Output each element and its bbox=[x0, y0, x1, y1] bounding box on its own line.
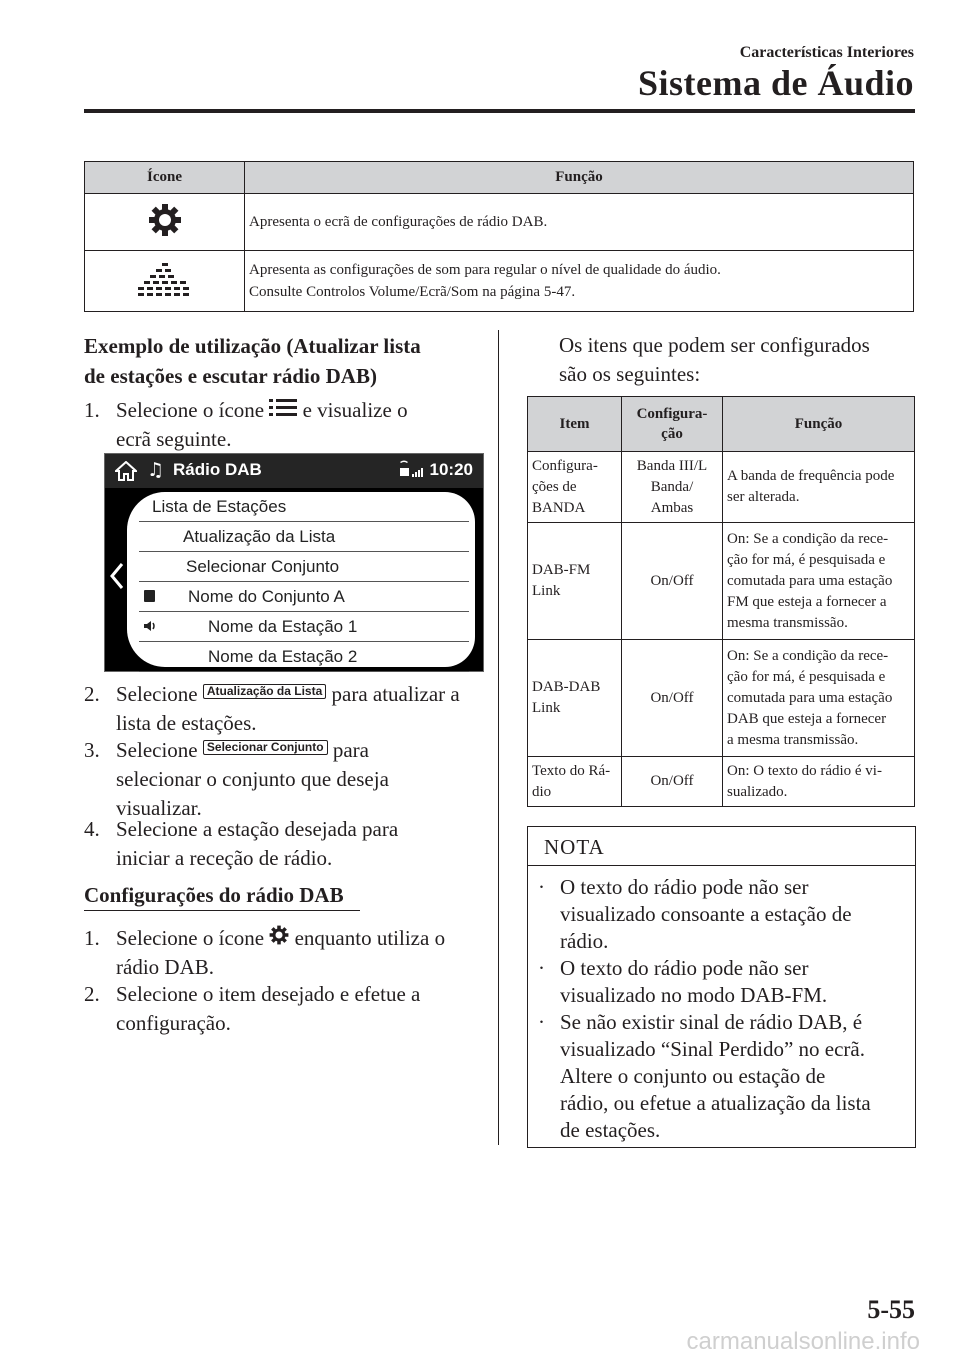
subheading-text: Configurações do rádio DAB bbox=[84, 883, 344, 907]
function-cell bbox=[723, 757, 915, 807]
radio-screen bbox=[104, 453, 484, 672]
function-cell bbox=[723, 523, 915, 640]
step-text: configuração. bbox=[116, 1011, 231, 1035]
subheading-underline bbox=[84, 910, 360, 911]
home-icon[interactable] bbox=[115, 461, 137, 481]
step-text: e visualize o bbox=[302, 398, 408, 422]
cell-line: mesma transmissão. bbox=[727, 614, 848, 631]
config-cell bbox=[622, 523, 723, 640]
list-item[interactable] bbox=[139, 612, 469, 642]
step-number: 4. bbox=[84, 817, 100, 841]
table-row bbox=[85, 251, 914, 312]
cell-line: DAB-FM bbox=[532, 562, 591, 578]
cell-line: comutada para uma estação bbox=[727, 689, 893, 706]
function-cell bbox=[723, 640, 915, 757]
back-arrow-icon[interactable] bbox=[109, 562, 125, 590]
signal-icon bbox=[396, 460, 428, 482]
select-ensemble-button-ref: Selecionar Conjunto bbox=[203, 740, 328, 755]
note-bullet bbox=[538, 1009, 908, 1144]
cell-line: Ambas bbox=[650, 499, 694, 516]
step-1 bbox=[84, 396, 484, 454]
speaker-icon bbox=[143, 619, 159, 633]
note-bullet bbox=[538, 874, 908, 955]
equalizer-icon bbox=[135, 261, 195, 297]
cell-line: On: Se a condição da rece- bbox=[727, 647, 889, 664]
cell-line: sualizado. bbox=[727, 783, 788, 800]
step-number: 2. bbox=[84, 682, 100, 706]
bullet-line: visualizado “Sinal Perdido” no ecrã. bbox=[560, 1037, 865, 1061]
step-text: Selecione bbox=[116, 682, 198, 706]
function-cell bbox=[723, 452, 915, 523]
heading-line: de estações e escutar rádio DAB) bbox=[84, 364, 377, 388]
item-cell bbox=[528, 757, 622, 807]
table-row bbox=[85, 194, 914, 251]
header-rule bbox=[84, 109, 915, 113]
cell-line: ção for má, é pesquisada e bbox=[727, 551, 886, 568]
cell-line: Configura- bbox=[532, 457, 598, 474]
settings-subheading bbox=[84, 880, 344, 910]
list-item[interactable] bbox=[139, 552, 469, 582]
cell-line: On/Off bbox=[650, 773, 694, 789]
step-text: ecrã seguinte. bbox=[116, 427, 232, 451]
cell-line: On/Off bbox=[650, 689, 694, 706]
bullet-dot: · bbox=[538, 956, 545, 980]
step-text: enquanto utiliza o bbox=[294, 926, 446, 950]
ensemble-icon bbox=[144, 590, 155, 602]
list-item-label: Nome do Conjunto A bbox=[188, 587, 345, 606]
list-item-label: Nome da Estação 2 bbox=[208, 647, 358, 666]
intro-line: são os seguintes: bbox=[559, 362, 701, 386]
cell-line: DAB-DAB bbox=[532, 679, 601, 695]
cell-line: comutada para uma estação bbox=[727, 572, 893, 589]
config-cell bbox=[622, 640, 723, 757]
list-item[interactable] bbox=[139, 492, 469, 522]
settings-table bbox=[527, 396, 915, 807]
cell-line: Texto do Rá- bbox=[532, 762, 611, 779]
bullet-line: Se não existir sinal de rádio DAB, é bbox=[560, 1010, 863, 1034]
cell-line: On/Off bbox=[650, 572, 694, 589]
bullet-line: rádio. bbox=[560, 929, 609, 953]
col-item-header: Item bbox=[528, 397, 622, 452]
watermark: carmanualsonline.info bbox=[686, 1328, 920, 1355]
step-2 bbox=[84, 680, 484, 738]
header-line: Configura- bbox=[636, 406, 708, 422]
cell-line: BANDA bbox=[532, 499, 586, 516]
settings-intro bbox=[559, 331, 870, 389]
step-3 bbox=[84, 736, 484, 823]
cell-line: dio bbox=[532, 783, 552, 800]
step-text: Selecione o ícone bbox=[116, 926, 265, 950]
note-box bbox=[527, 826, 916, 1148]
list-item[interactable] bbox=[139, 582, 469, 612]
cell-line: Link bbox=[532, 583, 561, 599]
bullet-line: rádio, ou efetue a atualização da lista bbox=[560, 1091, 871, 1115]
step-text: visualizar. bbox=[116, 796, 202, 820]
function-cell bbox=[245, 251, 914, 312]
page-number: 5-55 bbox=[867, 1295, 915, 1324]
column-divider bbox=[498, 330, 499, 1145]
screen-time: 10:20 bbox=[429, 460, 473, 479]
step-text: lista de estações. bbox=[116, 711, 257, 735]
bullet-line: visualizado no modo DAB-FM. bbox=[560, 983, 828, 1007]
item-cell bbox=[528, 452, 622, 523]
col-config-header bbox=[622, 397, 723, 452]
icon-cell bbox=[85, 251, 245, 312]
gear-icon bbox=[148, 203, 182, 237]
cell-line: a mesma transmissão. bbox=[727, 731, 859, 748]
col-icon-header: Ícone bbox=[85, 162, 245, 194]
function-text: Apresenta o ecrã de configurações de rádio DAB. bbox=[249, 214, 548, 230]
step-number: 2. bbox=[84, 982, 100, 1006]
music-note-icon: ♫ bbox=[147, 459, 165, 481]
step-number: 1. bbox=[84, 926, 100, 950]
list-item-label: Lista de Estações bbox=[152, 497, 287, 516]
step-text: para atualizar a bbox=[331, 682, 460, 706]
cfg-step-1 bbox=[84, 924, 484, 982]
bullet-line: visualizado consoante a estação de bbox=[560, 902, 852, 926]
step-text: iniciar a receção de rádio. bbox=[116, 846, 333, 870]
function-cell bbox=[245, 194, 914, 251]
step-text: Selecione bbox=[116, 738, 198, 762]
cell-line: Banda/ bbox=[650, 478, 694, 495]
config-cell bbox=[622, 452, 723, 523]
step-number: 1. bbox=[84, 398, 100, 422]
bullet-dot: · bbox=[538, 1010, 545, 1034]
screen-list bbox=[127, 492, 475, 667]
note-title: NOTA bbox=[528, 827, 915, 866]
table-row bbox=[528, 523, 915, 640]
step-text: selecionar o conjunto que deseja bbox=[116, 767, 389, 791]
update-list-button-ref: Atualização da Lista bbox=[203, 684, 326, 699]
icon-cell bbox=[85, 194, 245, 251]
bullet-line: O texto do rádio pode não ser bbox=[560, 956, 809, 980]
bullet-dot: · bbox=[538, 875, 545, 899]
col-function-header: Função bbox=[723, 397, 915, 452]
list-item[interactable] bbox=[139, 522, 469, 552]
list-item-label: Atualização da Lista bbox=[183, 527, 336, 546]
bullet-line: O texto do rádio pode não ser bbox=[560, 875, 809, 899]
step-text: Selecione a estação desejada para bbox=[116, 817, 399, 841]
step-text: Selecione o ícone bbox=[116, 398, 265, 422]
section-title: Sistema de Áudio bbox=[637, 63, 914, 103]
cell-line: FM que esteja a fornecer a bbox=[727, 593, 887, 610]
col-function-header: Função bbox=[245, 162, 914, 194]
gear-icon bbox=[269, 925, 289, 945]
section-subtitle: Características Interiores bbox=[739, 44, 914, 61]
step-number: 3. bbox=[84, 738, 100, 762]
cell-line: DAB que esteja a fornecer bbox=[727, 710, 887, 727]
step-4 bbox=[84, 815, 484, 873]
function-text: Consulte Controlos Volume/Ecrã/Som na página 5-47. bbox=[249, 284, 576, 300]
icon-function-table bbox=[84, 161, 914, 312]
step-text: rádio DAB. bbox=[116, 955, 214, 979]
cfg-step-2 bbox=[84, 980, 484, 1038]
table-row bbox=[528, 757, 915, 807]
cell-line: On: O texto do rádio é vi- bbox=[727, 762, 882, 779]
list-item[interactable] bbox=[139, 642, 469, 672]
heading-line: Exemplo de utilização (Atualizar lista bbox=[84, 334, 421, 358]
cell-line: On: Se a condição da rece- bbox=[727, 530, 889, 547]
cell-line: Banda III/L bbox=[636, 457, 708, 474]
note-bullet bbox=[538, 955, 908, 1009]
example-heading bbox=[84, 331, 421, 391]
intro-line: Os itens que podem ser configurados bbox=[559, 333, 870, 357]
table-row bbox=[528, 452, 915, 523]
screen-title: Rádio DAB bbox=[173, 460, 262, 479]
item-cell bbox=[528, 523, 622, 640]
list-icon bbox=[269, 398, 297, 418]
bullet-line: Altere o conjunto ou estação de bbox=[560, 1064, 826, 1088]
step-text: Selecione o item desejado e efetue a bbox=[116, 982, 421, 1006]
cell-line: Link bbox=[532, 700, 561, 716]
cell-line: A banda de frequência pode bbox=[727, 468, 895, 484]
item-cell bbox=[528, 640, 622, 757]
cell-line: ser alterada. bbox=[727, 489, 800, 505]
cell-line: ção for má, é pesquisada e bbox=[727, 668, 886, 685]
function-text: Apresenta as configurações de som para regular o nível de qualidade do áudio. bbox=[249, 262, 721, 278]
table-row bbox=[528, 640, 915, 757]
step-text: para bbox=[332, 738, 369, 762]
bullet-line: de estações. bbox=[560, 1118, 661, 1142]
list-item-label: Nome da Estação 1 bbox=[208, 617, 358, 636]
list-item-label: Selecionar Conjunto bbox=[186, 557, 340, 576]
screen-header bbox=[105, 454, 483, 488]
header-line: ção bbox=[661, 426, 683, 442]
cell-line: ções de bbox=[532, 478, 577, 495]
config-cell bbox=[622, 757, 723, 807]
